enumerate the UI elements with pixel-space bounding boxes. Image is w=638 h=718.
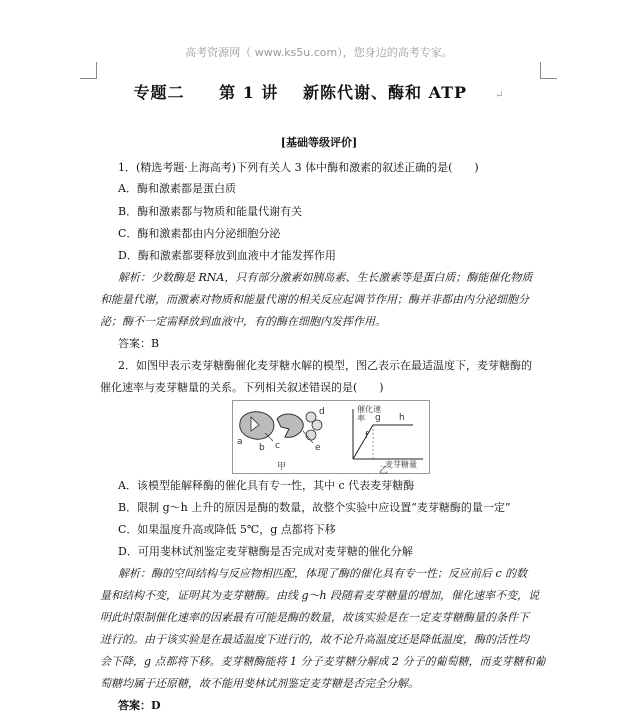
- q2-option-c: C．如果温度升高或降低 5℃，g 点都将下移: [118, 523, 336, 536]
- header-note: 高考资源网（ www.ks5u.com），您身边的高考专家。: [185, 46, 453, 59]
- title-subject: 新陈代谢、酶和 ATP: [303, 83, 468, 102]
- graph-point-h: h: [399, 413, 405, 423]
- q1-analysis-line-3: 泌；酶不一定需释放到血液中，有的酶在细胞内发挥作用。: [100, 315, 386, 328]
- graph-point-g: g: [375, 413, 381, 423]
- q2-option-a: A．该模型能解释酶的催化具有专一性，其中 c 代表麦芽糖酶: [118, 479, 415, 492]
- graph-y-axis-label: 催化速率: [357, 405, 381, 423]
- q2-stem-line-2: 催化速率与麦芽糖量的关系。下列相关叙述错误的是( ): [100, 381, 384, 394]
- q2-option-b: B．限制 g～h 上升的原因是酶的数量，故整个实验中应设置“麦芽糖酶的量一定”: [118, 501, 511, 514]
- title-topic: 专题二: [133, 83, 185, 102]
- q1-option-c: C．酶和激素都由内分泌细胞分泌: [118, 227, 281, 240]
- q2-analysis-line-4: 进行的。由于该实验是在最适温度下进行的，故不论升高温度还是降低温度，酶的活性均: [100, 633, 529, 646]
- title-lecture: 第 1 讲: [219, 83, 279, 102]
- page-title: [0, 80, 638, 103]
- q1-stem: 1．(精选考题·上海高考)下列有关人 3 体中酶和激素的叙述正确的是( ): [118, 161, 479, 174]
- q1-answer: 答案：B: [118, 337, 160, 350]
- q2-analysis-line-5: 会下降，g 点都将下移。麦芽糖酶能将 1 分子麦芽糖分解成 2 分子的葡萄糖，而麦芽糖和葡: [100, 655, 546, 668]
- figure-label-b: b: [259, 443, 265, 453]
- figure-caption-left: 甲: [277, 462, 287, 472]
- q2-analysis-line-6: 萄糖均属于还原糖，故不能用斐林试剂鉴定麦芽糖是否完全分解。: [100, 677, 419, 690]
- margin-corner-left: [80, 62, 97, 79]
- figure-caption-right: 乙: [379, 466, 389, 476]
- margin-corner-right: [540, 62, 557, 79]
- q1-option-b: B．酶和激素都与物质和能量代谢有关: [118, 205, 303, 218]
- figure-label-e: e: [315, 443, 321, 453]
- figure-label-c: c: [275, 441, 280, 451]
- section-label: [基础等级评价]: [280, 136, 358, 149]
- graph-point-f: f: [365, 431, 369, 441]
- q2-answer: 答案：D: [118, 699, 161, 712]
- q2-option-d: D．可用斐林试剂鉴定麦芽糖酶是否完成对麦芽糖的催化分解: [118, 545, 413, 558]
- q2-stem-line-1: 2．如图甲表示麦芽糖酶催化麦芽糖水解的模型，图乙表示在最适温度下，麦芽糖酶的: [118, 359, 532, 372]
- q2-analysis-line-3: 明此时限制催化速率的因素最有可能是酶的数量，故该实验是在一定麦芽糖酶量的条件下: [100, 611, 529, 624]
- q2-analysis-line-1: 解析：酶的空间结构与反应物相匹配，体现了酶的催化具有专一性；反应前后 c 的数: [118, 567, 528, 580]
- q1-option-d: D．酶和激素都要释放到血液中才能发挥作用: [118, 249, 336, 262]
- figure-label-d: d: [319, 407, 325, 417]
- q1-analysis-line-2: 和能量代谢，而激素对物质和能量代谢的相关反应起调节作用；酶并非都由内分泌细胞分: [100, 293, 529, 306]
- paragraph-mark-icon: ↵: [495, 90, 505, 101]
- q1-option-a: A．酶和激素都是蛋白质: [118, 182, 236, 195]
- q1-analysis-line-1: 解析：少数酶是 RNA，只有部分激素如胰岛素、生长激素等是蛋白质；酶能催化物质: [118, 271, 533, 284]
- q2-figure: [232, 400, 430, 474]
- q2-analysis-line-2: 量和结构不变，证明其为麦芽糖酶。由线 g～h 段随着麦芽糖量的增加，催化速率不变，说: [100, 589, 540, 602]
- figure-label-a: a: [237, 437, 243, 447]
- graph-x-axis-label: 麦芽糖量: [385, 460, 417, 469]
